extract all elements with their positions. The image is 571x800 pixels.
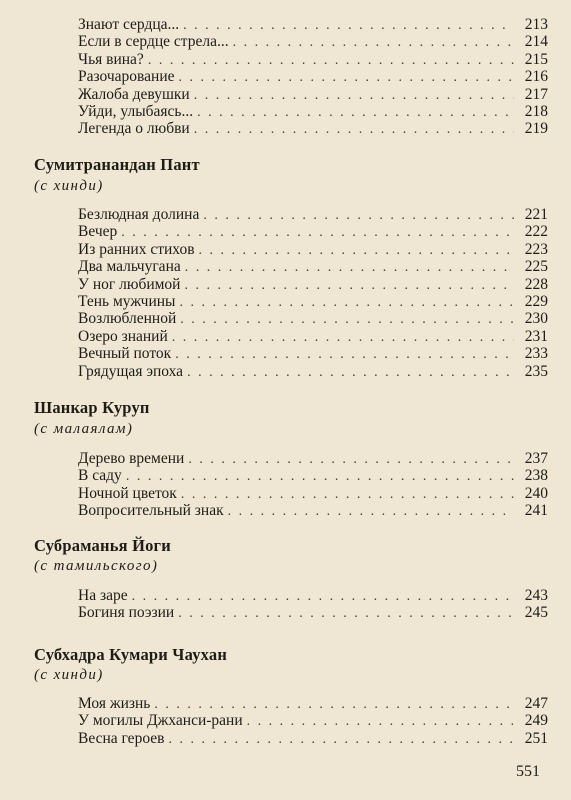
dot-leader xyxy=(185,259,514,276)
dot-leader xyxy=(179,69,514,86)
entry-title: Богиня поэзии xyxy=(78,604,175,622)
dot-leader xyxy=(194,121,514,138)
entry-page-number: 238 xyxy=(524,467,548,485)
entry-title: Вопросительный знак xyxy=(78,502,224,520)
entry-title: У могилы Джханси-рани xyxy=(78,712,243,730)
dot-leader xyxy=(180,311,514,328)
entry-page-number: 218 xyxy=(524,102,548,120)
entry-list xyxy=(78,450,548,520)
entry-list xyxy=(78,206,548,380)
entry-page-number: 235 xyxy=(524,362,548,380)
toc-entry xyxy=(78,86,548,103)
entry-title: Тень мужчины xyxy=(78,292,176,310)
dot-leader xyxy=(233,34,514,51)
dot-leader xyxy=(121,224,514,241)
dot-leader xyxy=(148,52,514,69)
entry-page-number: 216 xyxy=(524,68,548,86)
entry-title: Чья вина? xyxy=(78,50,144,68)
entry-title: Озеро знаний xyxy=(78,327,168,345)
dot-leader xyxy=(181,486,514,503)
entry-page-number: 245 xyxy=(524,604,548,622)
dot-leader xyxy=(172,329,514,346)
toc-entry xyxy=(78,587,548,604)
toc-entry xyxy=(78,258,548,275)
entry-title: Знают сердца... xyxy=(78,16,180,33)
entry-title: Весна героев xyxy=(78,729,165,747)
dot-leader xyxy=(183,17,514,34)
toc-entry xyxy=(78,467,548,484)
entry-title: Жалоба девушки xyxy=(78,85,190,103)
toc-entry xyxy=(78,328,548,345)
language-note: (с хинди) xyxy=(34,178,104,194)
entry-title: Моя жизнь xyxy=(78,695,151,712)
toc-entry xyxy=(78,485,548,502)
language-note: (с малаялам) xyxy=(34,421,134,437)
toc-entry xyxy=(78,33,548,50)
toc-entry xyxy=(78,206,548,223)
entry-page-number: 231 xyxy=(524,327,548,345)
toc-entry xyxy=(78,730,548,747)
entry-page-number: 237 xyxy=(524,450,548,467)
entry-title: Возлюбленной xyxy=(78,310,177,328)
entry-page-number: 225 xyxy=(524,258,548,276)
entry-list xyxy=(78,695,548,747)
entry-title: Легенда о любви xyxy=(78,120,190,138)
entry-page-number: 249 xyxy=(524,712,548,730)
dot-leader xyxy=(126,468,514,485)
author-heading: Субраманья Йоги xyxy=(34,536,171,555)
entry-title: Уйди, улыбаясь... xyxy=(78,102,194,120)
dot-leader xyxy=(175,346,514,363)
entry-list xyxy=(78,587,548,622)
entry-page-number: 228 xyxy=(524,275,548,293)
entry-page-number: 233 xyxy=(524,345,548,363)
entry-title: Ночной цветок xyxy=(78,484,177,502)
dot-leader xyxy=(228,503,514,520)
toc-entry xyxy=(78,120,548,137)
entry-title: Безлюдная долина xyxy=(78,206,200,223)
language-note: (с тамильского) xyxy=(34,558,159,574)
dot-leader xyxy=(132,588,514,605)
entry-page-number: 222 xyxy=(524,223,548,241)
entry-page-number: 243 xyxy=(524,587,548,604)
entry-page-number: 251 xyxy=(524,729,548,747)
language-note: (с хинди) xyxy=(34,667,104,683)
entry-page-number: 247 xyxy=(524,695,548,712)
page-number: 551 xyxy=(516,763,540,780)
entry-title: Вечный поток xyxy=(78,345,172,363)
entry-title: Два мальчугана xyxy=(78,258,181,276)
author-heading: Сумитранандан Пант xyxy=(34,155,200,174)
toc-entry xyxy=(78,223,548,240)
toc-entry xyxy=(78,293,548,310)
dot-leader xyxy=(197,104,514,121)
entry-page-number: 217 xyxy=(524,85,548,103)
entry-page-number: 214 xyxy=(524,33,548,51)
entry-title: На заре xyxy=(78,587,128,604)
entry-page-number: 229 xyxy=(524,292,548,310)
entry-title: Из ранних стихов xyxy=(78,240,195,258)
dot-leader xyxy=(188,451,514,468)
entry-title: Дерево времени xyxy=(78,450,185,467)
toc-entry xyxy=(78,695,548,712)
dot-leader xyxy=(154,696,514,713)
entry-title: Грядущая эпоха xyxy=(78,362,184,380)
author-heading: Субхадра Кумари Чаухан xyxy=(34,645,228,664)
entry-title: Вечер xyxy=(78,223,118,241)
toc-entry xyxy=(78,604,548,621)
toc-entry xyxy=(78,68,548,85)
toc-entry xyxy=(78,103,548,120)
entry-page-number: 215 xyxy=(524,50,548,68)
toc-entry xyxy=(78,712,548,729)
dot-leader xyxy=(168,731,514,748)
entry-page-number: 240 xyxy=(524,484,548,502)
dot-leader xyxy=(187,364,514,381)
entry-title: Разочарование xyxy=(78,68,175,86)
entry-title: Если в сердце стрела... xyxy=(78,33,229,51)
entry-page-number: 213 xyxy=(524,16,548,33)
dot-leader xyxy=(203,207,514,224)
toc-entry xyxy=(78,450,548,467)
toc-entry xyxy=(78,345,548,362)
entry-list xyxy=(78,16,548,138)
toc-entry xyxy=(78,241,548,258)
entry-title: У ног любимой xyxy=(78,275,181,293)
entry-page-number: 241 xyxy=(524,502,548,520)
entry-page-number: 223 xyxy=(524,240,548,258)
dot-leader xyxy=(194,87,514,104)
toc-entry xyxy=(78,276,548,293)
dot-leader xyxy=(199,242,514,259)
toc-entry xyxy=(78,51,548,68)
entry-page-number: 219 xyxy=(524,120,548,138)
dot-leader xyxy=(247,713,514,730)
toc-entry xyxy=(78,310,548,327)
entry-page-number: 230 xyxy=(524,310,548,328)
author-heading: Шанкар Куруп xyxy=(34,398,150,417)
dot-leader xyxy=(179,294,514,311)
dot-leader xyxy=(178,605,514,622)
toc-entry xyxy=(78,363,548,380)
dot-leader xyxy=(184,277,514,294)
toc-entry xyxy=(78,16,548,33)
toc-entry xyxy=(78,502,548,519)
entry-title: В саду xyxy=(78,467,122,485)
entry-page-number: 221 xyxy=(524,206,548,223)
